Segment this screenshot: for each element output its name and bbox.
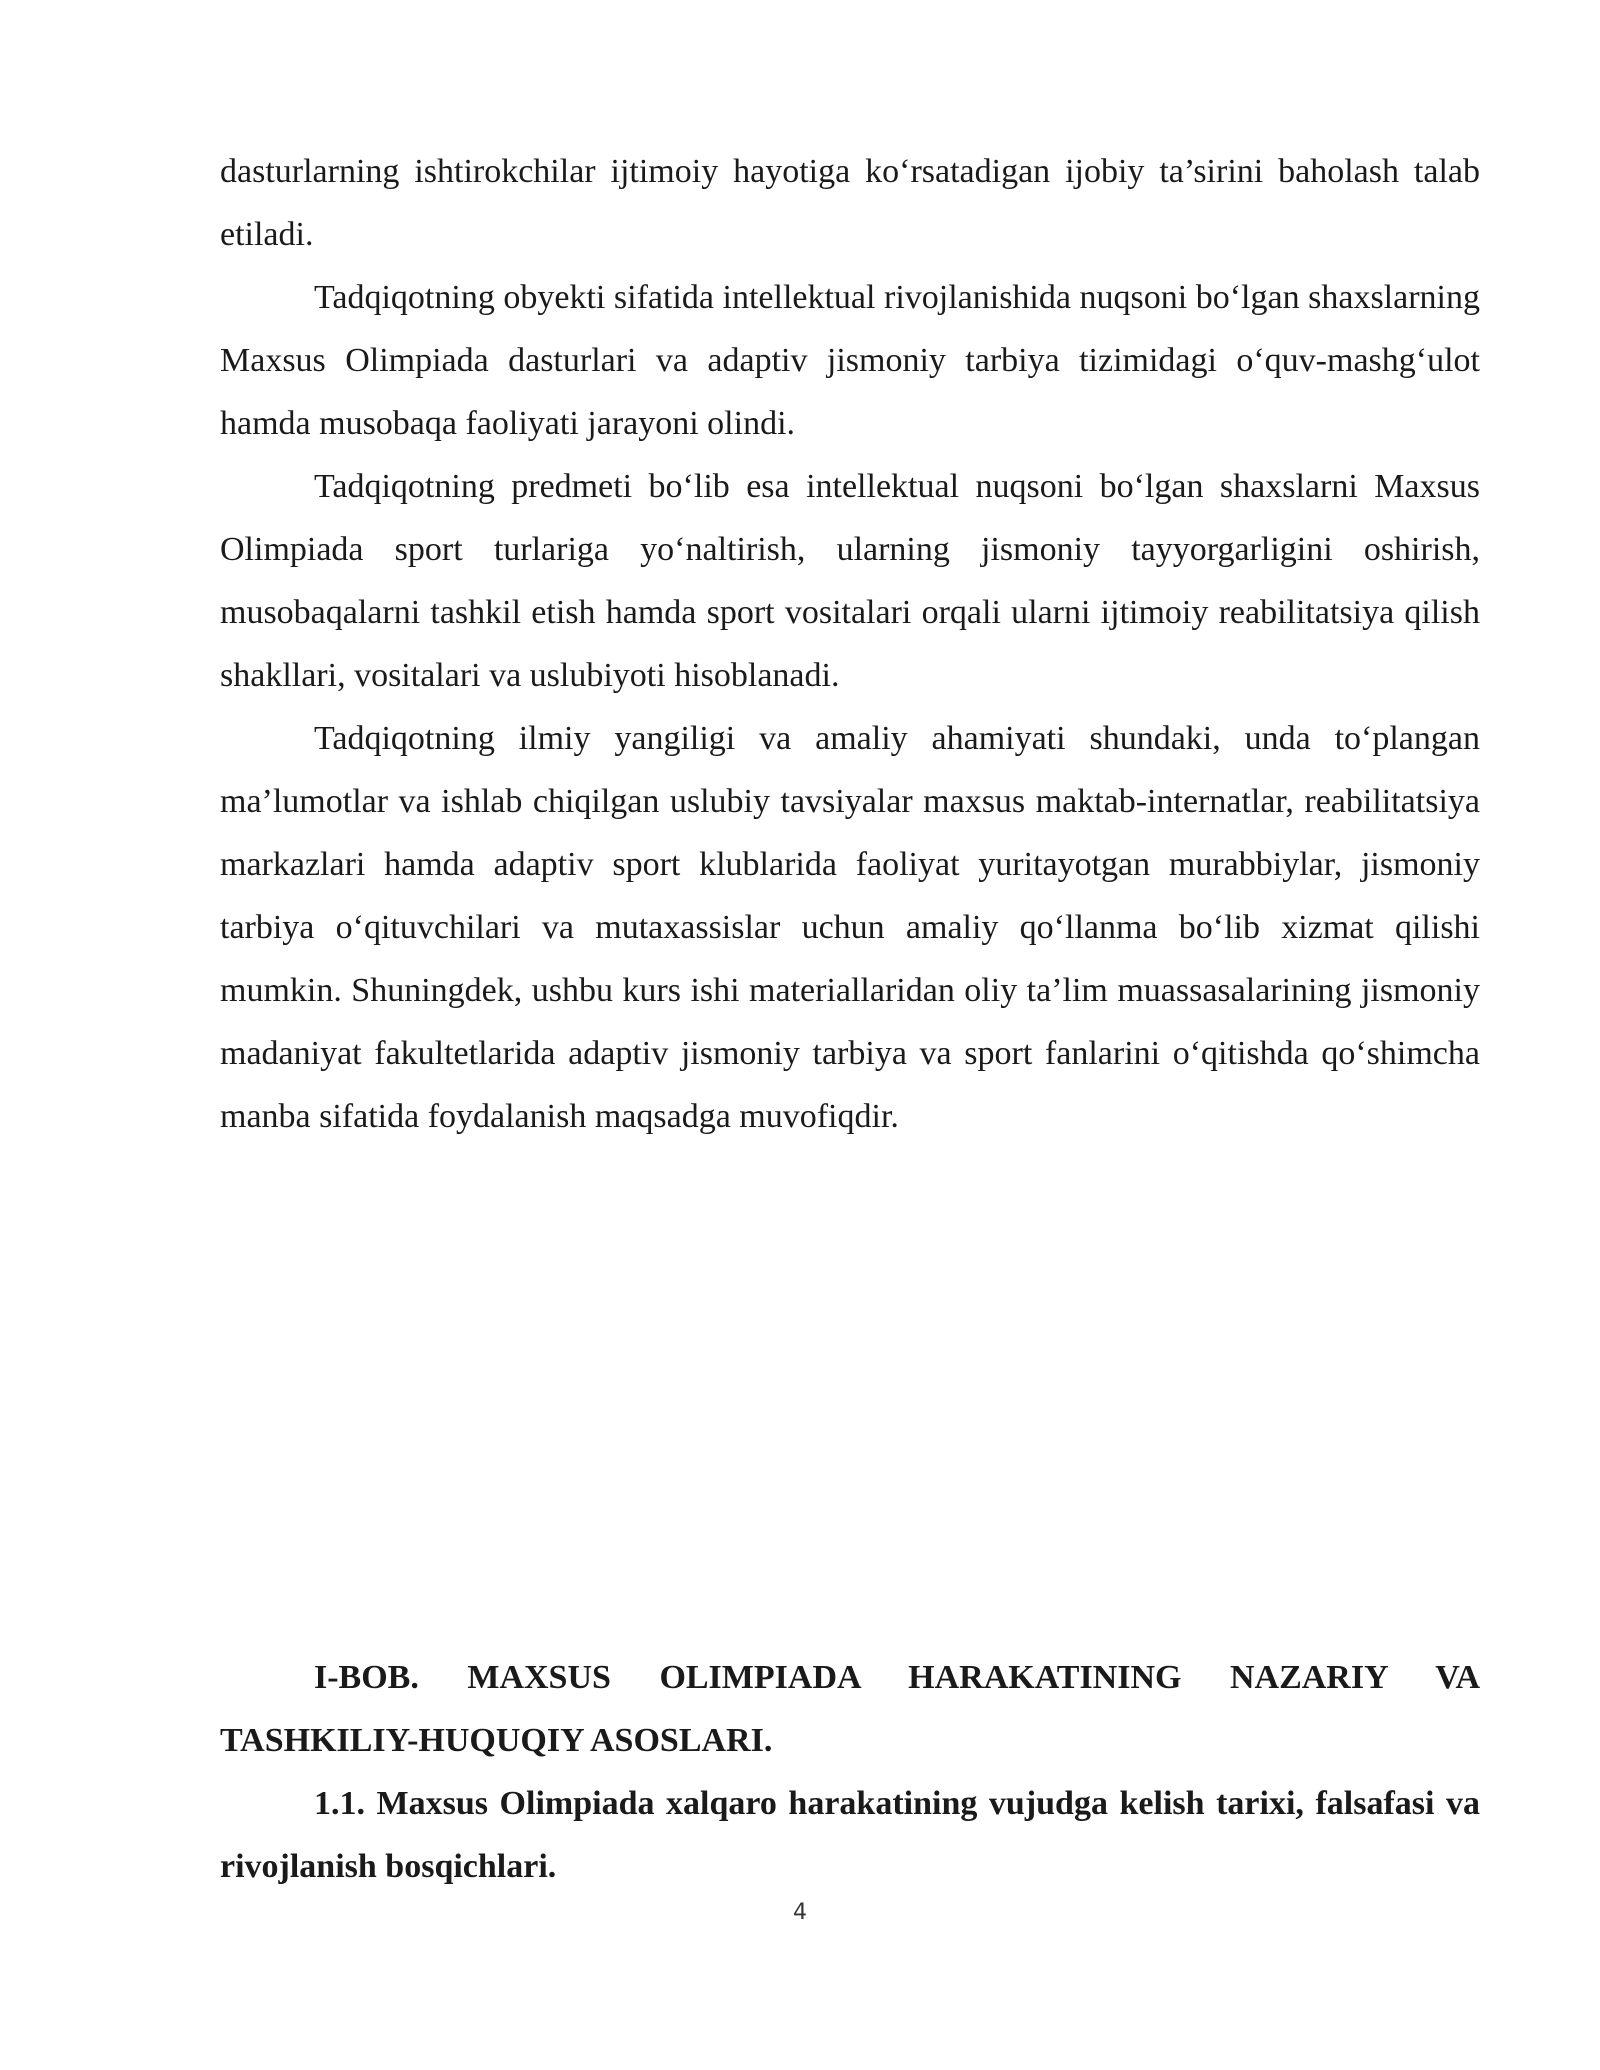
paragraph-research-subject: Tadqiqotning predmeti bo‘lib esa intellektual nuqsoni bo‘lgan shaxslarni Maxsus Olimpiada sport turlariga yo‘naltirish, ularning jismoniy tayyorgarligini oshirish, musobaqalarni tashkil etish hamda sport vositalari orqali ularni ijtimoiy reabilitatsiya qilish shakllari, vositalari va uslubiyoti hisoblanadi. xyxy=(220,468,1480,694)
chapter-headings xyxy=(220,1646,1480,1898)
body-text xyxy=(220,140,1480,1148)
chapter-heading: I-BOB. MAXSUS OLIMPIADA HARAKATINING NAZARIY VA TASHKILIY-HUQUQIY ASOSLARI. xyxy=(220,1659,1480,1759)
paragraph-scientific-novelty: Tadqiqotning ilmiy yangiligi va amaliy ahamiyati shundaki, unda to‘plangan ma’lumotlar va ishlab chiqilgan uslubiy tavsiyalar maxsus maktab-internatlar, reabilitatsiya markazlari hamda adaptiv sport klublarida faoliyat yuritayotgan murabbiylar, jismoniy tarbiya o‘qituvchilari va mutaxassislar uchun amaliy qo‘llanma bo‘lib xizmat qilishi mumkin. Shuningdek, ushbu kurs ishi materiallaridan oliy ta’lim muassasalarining jismoniy madaniyat fakultetlarida adaptiv jismoniy tarbiya va sport fanlarini o‘qitishda qo‘shimcha manba sifatida foydalanish maqsadga muvofiqdir. xyxy=(220,720,1480,1135)
paragraph-continuation: dasturlarning ishtirokchilar ijtimoiy hayotiga ko‘rsatadigan ijobiy ta’sirini baholash talab etiladi. xyxy=(220,153,1480,253)
section-heading: 1.1. Maxsus Olimpiada xalqaro harakatining vujudga kelish tarixi, falsafasi va rivojlanish bosqichlari. xyxy=(220,1785,1480,1885)
page-number: 4 xyxy=(793,1900,807,1925)
paragraph-research-object: Tadqiqotning obyekti sifatida intellektual rivojlanishida nuqsoni bo‘lgan shaxslarning Maxsus Olimpiada dasturlari va adaptiv jismoniy tarbiya tizimidagi o‘quv-mashg‘ulot hamda musobaqa faoliyati jarayoni olindi. xyxy=(220,279,1480,442)
